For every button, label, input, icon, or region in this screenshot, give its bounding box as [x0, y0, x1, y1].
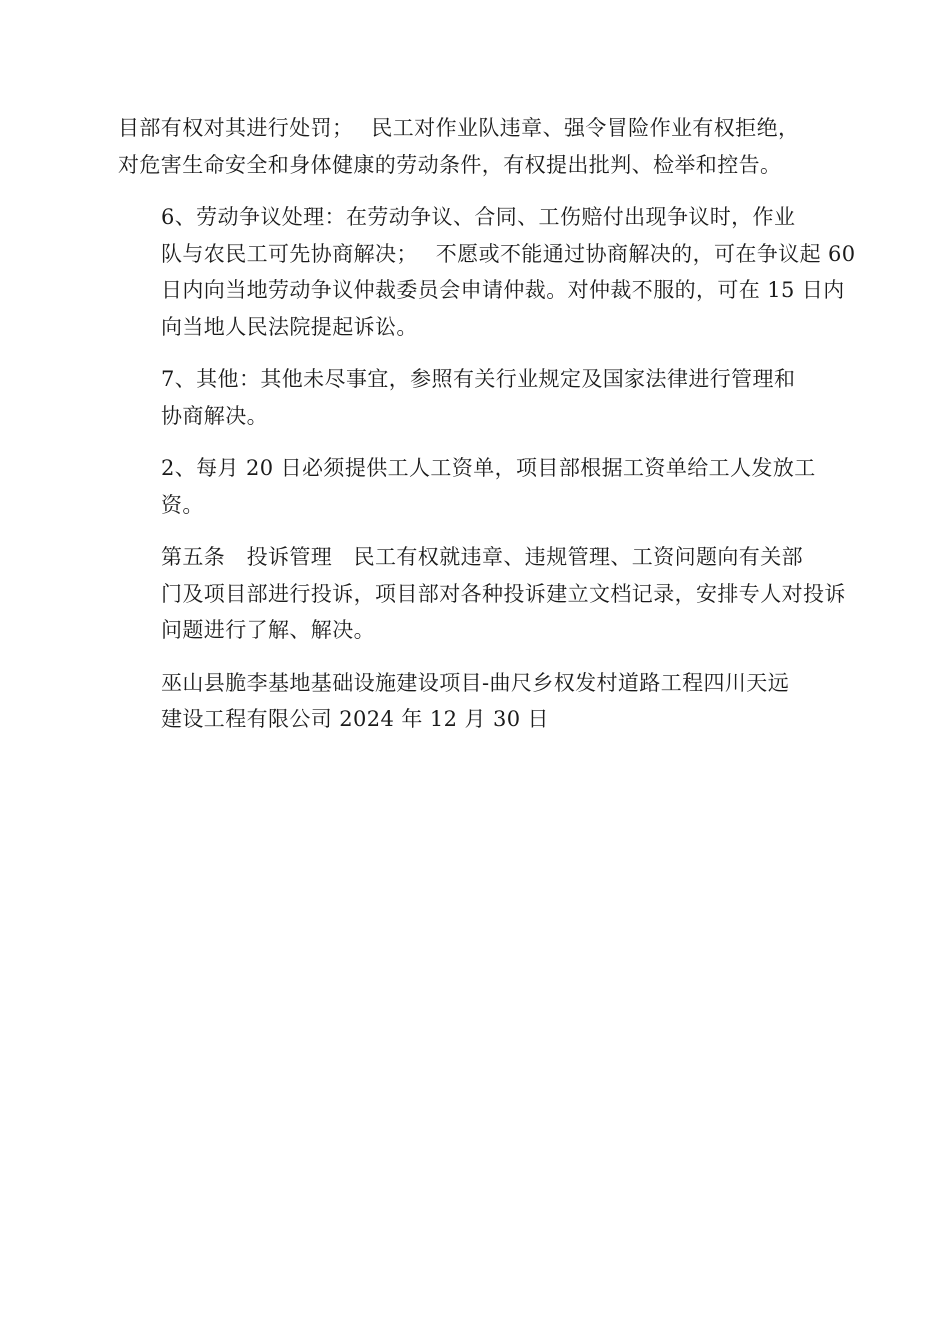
paragraph-line: 协商解决。 [161, 403, 268, 428]
paragraph-line: 巫山县脆李基地基础设施建设项目-曲尺乡权发村道路工程四川天远 [161, 670, 790, 695]
paragraph-line: 向当地人民法院提起诉讼。 [161, 314, 418, 339]
paragraph-line: 目部有权对其进行处罚； 民工对作业队违章、强令冒险作业有权拒绝， [118, 116, 800, 140]
paragraph-payroll [118, 450, 834, 523]
paragraph-line: 门及项目部进行投诉，项目部对各种投诉建立文档记录，安排专人对投诉 [161, 581, 846, 606]
paragraph-labor-dispute [118, 199, 856, 345]
paragraph-line: 对危害生命安全和身体健康的劳动条件，有权提出批判、检举和控告。 [118, 152, 782, 177]
paragraph-line: 建设工程有限公司 2024 年 12 月 30 日 [161, 707, 549, 731]
paragraph-penalty-rights [118, 110, 834, 183]
paragraph-line: 2、每月 20 日必须提供工人工资单，项目部根据工资单给工人发放工 [161, 456, 816, 480]
paragraph-line: 6、劳动争议处理：在劳动争议、合同、工伤赔付出现争议时，作业 [161, 205, 796, 229]
paragraph-line: 资。 [161, 492, 204, 517]
document-page [118, 110, 856, 754]
paragraph-line: 日内向当地劳动争议仲裁委员会申请仲裁。对仲裁不服的，可在 15 日内 [161, 278, 845, 302]
paragraph-line: 7、其他：其他未尽事宜，参照有关行业规定及国家法律进行管理和 [161, 367, 796, 391]
paragraph-other [118, 361, 834, 434]
paragraph-line: 问题进行了解、解决。 [161, 618, 375, 642]
paragraph-complaint-management [118, 539, 846, 649]
paragraph-signature-date [118, 665, 834, 738]
paragraph-line: 队与农民工可先协商解决； 不愿或不能通过协商解决的，可在争议起 60 [161, 241, 856, 266]
paragraph-line: 第五条 投诉管理 民工有权就违章、违规管理、工资问题向有关部 [161, 545, 803, 569]
